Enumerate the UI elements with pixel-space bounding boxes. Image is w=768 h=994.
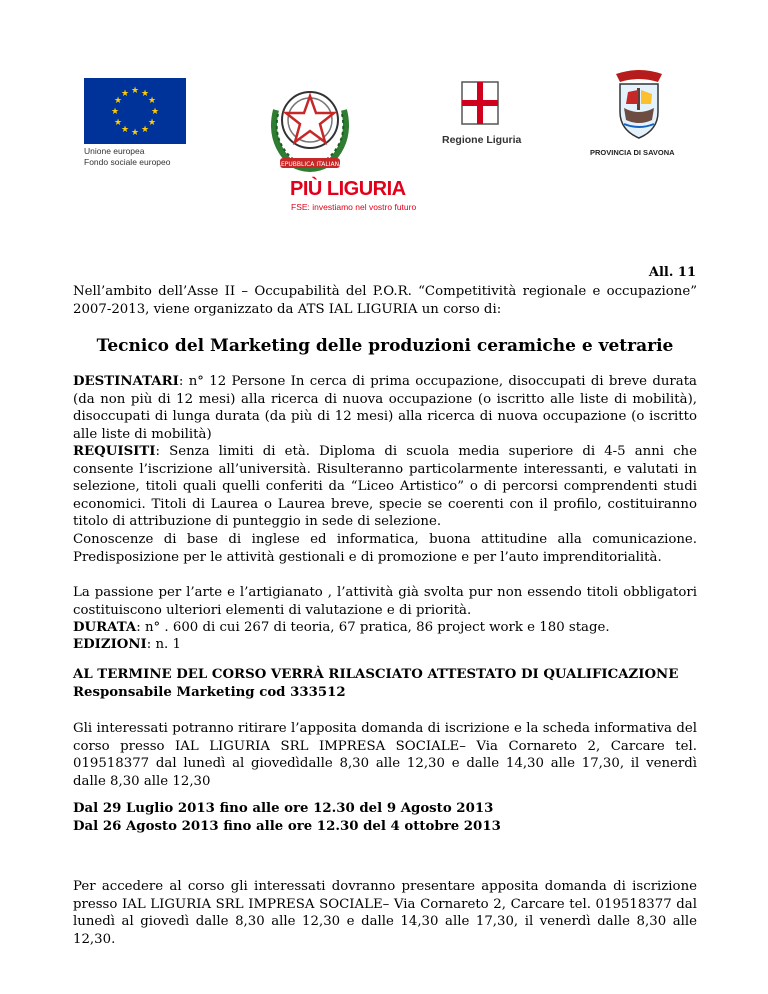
passione-paragraph: La passione per l’arte e l’artigianato , l’attività già svolta pur non essendo titoli obbligatori costituiscono ulteriori elementi di valutazione e di priorità. [73,585,697,618]
edizioni-text: : n. 1 [146,637,181,652]
requisiti-text: : Senza limiti di età. Diploma di scuola media superiore di 4-5 anni che consente l’iscrizione all’università. Risulteranno particolarmente interessanti, e valutati in selezione, titoli quali quelli conferiti da “Liceo Artistico” o di percorsi comprendenti studi economici. Titoli di Laurea o Laurea breve, specie se coerenti con il profilo, costituiranno titolo di attribuzione di punteggio in sede di selezione. [73,444,697,530]
ritiro-paragraph: Gli interessati potranno ritirare l’apposita domanda di iscrizione e la scheda informativa del corso presso IAL LIGURIA SRL IMPRESA SOCIALE– Via Cornareto 2, Carcare tel. 019518377 dal lunedì al giovedìdalle 8,30 alle 12,30 e dalle 14,30 alle 17,30, il venerdì dalle 8,30 alle 12,30 [73,721,697,789]
responsabile-line: Responsabile Marketing cod 333512 [73,685,346,700]
savona-coat-of-arms-icon [604,68,674,140]
piu-liguria-title: PIÙ LIGURIA [290,178,406,200]
intro-paragraph: Nell’ambito dell’Asse II – Occupabilità del P.O.R. “Competitività regionale e occupazione” 2007-2013, viene organizzato da ATS IAL LIGURIA un corso di: [73,284,697,317]
eu-label-line1: Unione europea [84,146,145,156]
svg-text:REPUBBLICA ITALIANA: REPUBBLICA ITALIANA [276,161,344,168]
repubblica-emblem [262,72,358,174]
durata-paragraph [73,619,697,637]
liguria-shield-icon [460,80,500,126]
date-line-2: Dal 26 Agosto 2013 fino alle ore 12.30 del 4 ottobre 2013 [73,819,501,834]
svg-text:★: ★ [140,89,150,99]
conoscenze-paragraph: Conoscenze di base di inglese ed informatica, buona attitudine alla comunicazione. Predisposizione per le attività gestionali e di promozione e per l’auto imprenditorialità. [73,532,697,565]
edizioni-label: EDIZIONI [73,637,147,652]
svg-text:★: ★ [110,107,120,117]
allegato-number: All. 11 [648,265,696,280]
italian-emblem-icon [262,72,358,174]
eu-flag-icon [84,78,186,144]
requisiti-label: REQUISITI [73,444,156,459]
piu-liguria-subtitle: FSE: investiamo nel vostro futuro [291,202,417,212]
svg-text:★: ★ [147,118,157,128]
svg-text:★: ★ [120,125,130,135]
liguria-label: Regione Liguria [442,134,522,146]
eu-label-line2: Fondo sociale europeo [84,157,171,167]
svg-text:★: ★ [130,86,140,96]
durata-label: DURATA [73,620,137,635]
svg-text:★: ★ [113,118,123,128]
svg-text:★: ★ [113,96,123,106]
course-title: Tecnico del Marketing delle produzioni ceramiche e vetrarie [96,336,674,356]
date-line-1: Dal 29 Luglio 2013 fino alle ore 12.30 del 9 Agosto 2013 [73,801,494,816]
svg-text:★: ★ [120,89,130,99]
attestato-heading: AL TERMINE DEL CORSO VERRÀ RILASCIATO ATTESTATO DI QUALIFICAZIONE [73,667,679,682]
accesso-paragraph: Per accedere al corso gli interessati dovranno presentare apposita domanda di iscrizione presso IAL LIGURIA SRL IMPRESA SOCIALE– Via Cornareto 2, Carcare tel. 019518377 dal lunedì al giovedì dalle 8,30 alle 12,30 e dalle 14,30 alle 17,30, il venerdì dalle 8,30 alle 12,30. [73,879,697,947]
savona-label: PROVINCIA DI SAVONA [590,148,675,157]
durata-text: : n° . 600 di cui 267 di teoria, 67 pratica, 86 project work e 180 stage. [136,620,610,635]
destinatari-label: DESTINATARI [73,374,179,389]
provincia-savona-logo [588,68,688,158]
requisiti-paragraph [73,443,697,531]
eu-logo [84,78,186,168]
svg-text:★: ★ [150,107,160,117]
destinatari-paragraph [73,373,697,443]
regione-liguria-logo [442,80,542,150]
piu-liguria-logo [290,178,450,220]
svg-text:★: ★ [147,96,157,106]
svg-text:★: ★ [130,128,140,138]
destinatari-text: : n° 12 Persone In cerca di prima occupazione, disoccupati di breve durata (da non più di 12 mesi) alla ricerca di nuova occupazione (o iscritto alle liste di mobilità), disoccupati di lunga durata (da più di 12 mesi) alla ricerca di nuova occupazione (o iscritto alle liste di mobilità) [73,374,697,442]
svg-text:★: ★ [140,125,150,135]
edizioni-paragraph [73,636,697,654]
